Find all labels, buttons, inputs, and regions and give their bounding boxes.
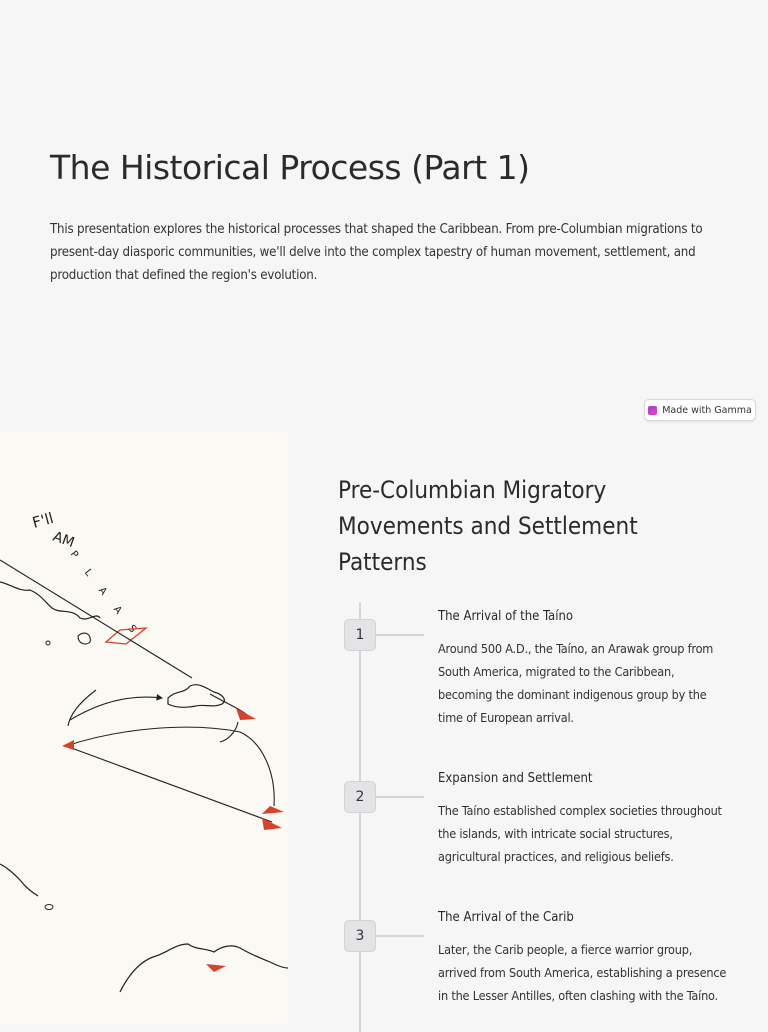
made-with-gamma-badge[interactable] xyxy=(644,399,756,421)
coastline-north xyxy=(0,582,100,619)
step-number: 3 xyxy=(344,920,376,952)
arrowhead-red-1 xyxy=(236,708,256,720)
step-connector xyxy=(376,796,424,798)
map-label-f: F'll xyxy=(30,509,56,532)
map-label-arc: P L A A S xyxy=(67,549,143,641)
page-title: The Historical Process (Part 1) xyxy=(50,148,530,187)
island-hispaniola xyxy=(168,685,224,708)
step-title: Expansion and Settlement xyxy=(438,771,593,786)
badge-label: Made with Gamma xyxy=(662,404,752,416)
migration-route-6 xyxy=(68,690,96,726)
arrowhead-red-5 xyxy=(206,964,226,972)
step-title: The Arrival of the Carib xyxy=(438,910,574,925)
arrowhead-red-4 xyxy=(262,818,282,830)
migration-route-4 xyxy=(66,746,272,822)
intro-paragraph: This presentation explores the historical processes that shaped the Caribbean. From pre-Columbian migrations to present-day diasporic communities, we'll delve into the complex tapestry of human movement, settlement, and production that defined the region's evolution. xyxy=(50,222,703,283)
map-drawing xyxy=(0,432,288,1024)
migration-map-image xyxy=(0,432,288,1024)
step-number: 2 xyxy=(344,781,376,813)
migration-route-7 xyxy=(220,722,238,742)
coastline-southwest xyxy=(0,864,38,896)
slide-intro xyxy=(0,0,768,432)
island-small xyxy=(78,633,90,644)
timeline-line xyxy=(359,602,361,1032)
arrowhead-red-3 xyxy=(262,806,284,814)
step-number: 1 xyxy=(344,619,376,651)
step-connector xyxy=(376,634,424,636)
coastline-south-america xyxy=(120,944,288,992)
step-body: The Taíno established complex societies throughout the islands, with intricate social structures, agricultural practices, and religious beliefs. xyxy=(438,803,722,864)
arrowhead-red-2 xyxy=(62,740,74,750)
islet-west xyxy=(45,905,53,910)
step-title: The Arrival of the Taíno xyxy=(438,609,574,624)
step-connector xyxy=(376,935,424,937)
step-body: Around 500 A.D., the Taíno, an Arawak group from South America, migrated to the Caribbean, becoming the dominant indigenous group by the time of European arrival. xyxy=(438,641,714,725)
section-heading: Pre-Columbian Migratory Movements and Settlement Patterns xyxy=(338,476,638,576)
gamma-logo-icon xyxy=(648,406,657,415)
migration-route-3 xyxy=(66,727,274,806)
slide-migrations xyxy=(0,432,768,1024)
step-body: Later, the Carib people, a fierce warrior group, arrived from South America, establishing a presence in the Lesser Antilles, often clashing with the Taíno. xyxy=(438,942,727,1003)
islet xyxy=(46,641,50,645)
map-label-am: AM xyxy=(50,528,77,552)
